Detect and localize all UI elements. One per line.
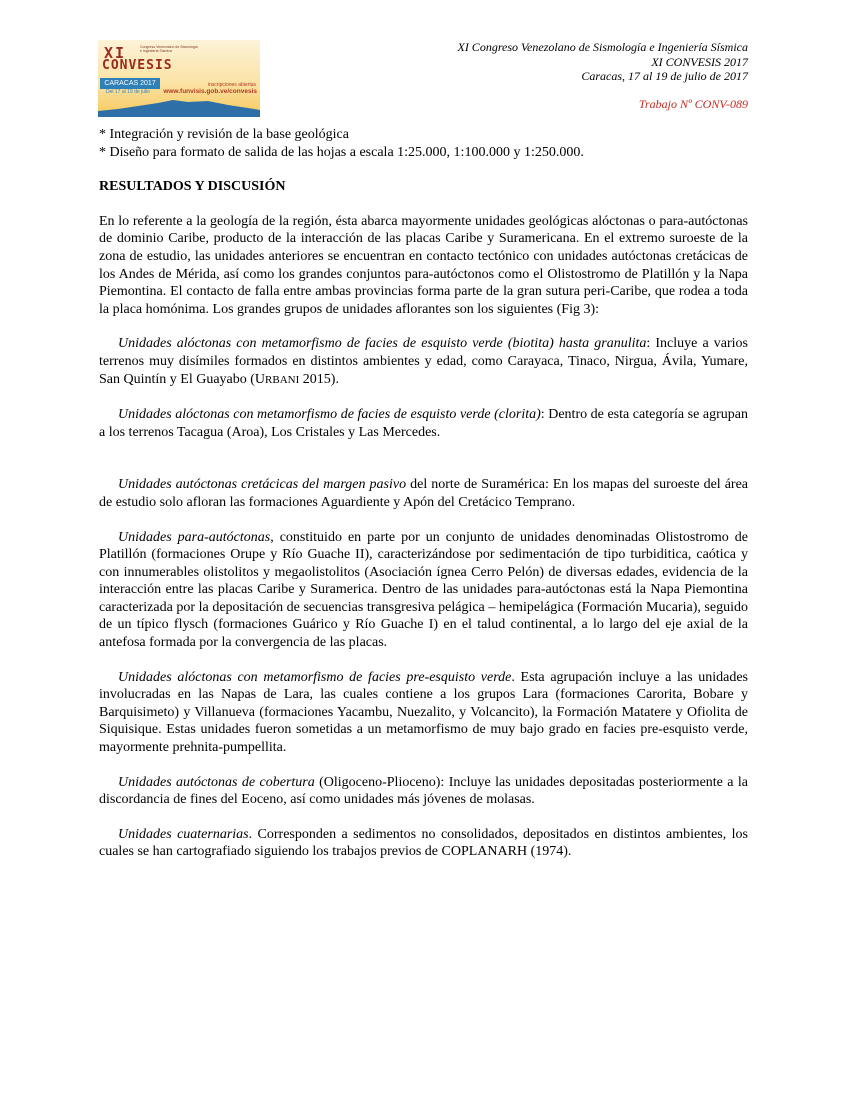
- bullet-output-format: * Diseño para formato de salida de las hojas a escala 1:25.000, 1:100.000 y 1:250.000.: [99, 144, 584, 160]
- bullet-geology-review: * Integración y revisión de la base geológica: [99, 127, 349, 142]
- section-heading: RESULTADOS Y DISCUSIÓN: [99, 179, 286, 195]
- logo-registration: inscripciones abiertas: [207, 82, 256, 88]
- paragraph-text: del norte de Suramérica: En los mapas del suroeste del área de estudio solo afloran las formaciones Aguardiente y Apón del Cretácico Temprano.: [99, 477, 748, 510]
- paragraph-text: . Esta agrupación incluye a las unidades involucradas en las Napas de Lara, las cuales contiene a los grupos Lara (formaciones Carorita, Bobare y Barquisimeto) y Villanueva (formaciones Yacambu, Nuezalito, y Volcancito), la Formación Matatere y Ofiolita de Siquisique. Estas unidades fueron sometidas a un metamorfismo de muy bajo grado en facies pre-esquisto verde, mayormente prehnita-pumpellita.: [99, 669, 748, 756]
- paragraph-pre-esquisto-verde: [99, 669, 748, 757]
- convesis-logo: [98, 40, 260, 117]
- paragraph-title: Unidades alóctonas con metamorfismo de facies de esquisto verde (clorita): [118, 407, 541, 423]
- paragraph-para-autoctonas: [99, 529, 748, 652]
- logo-badge: CARACAS 2017: [100, 78, 160, 89]
- paragraph-title: Unidades autóctonas de cobertura: [118, 774, 315, 790]
- paragraph-aloctonas-clorita: [99, 406, 748, 441]
- citation-year: 2015).: [299, 371, 339, 387]
- paragraph-cuaternarias: [99, 826, 748, 861]
- paragraph-text: . Corresponden a sedimentos no consolidados, depositados en distintos ambientes, los cuales se han cartografiado siguiendo los trabajos previos de COPLANARH (1974).: [99, 826, 749, 860]
- logo-url: www.funvisis.gob.ve/convesis: [163, 88, 257, 95]
- logo-dates: Del 17 al 19 de julio: [106, 89, 150, 95]
- header-conference-name: XI Congreso Venezolano de Sismología e Ingeniería Sísmica: [457, 40, 748, 54]
- citation-author-initial: U: [254, 371, 266, 387]
- header-edition: XI CONVESIS 2017: [651, 55, 748, 69]
- paragraph-title: Unidades alóctonas con metamorfismo de facies de esquisto verde (biotita) hasta granulita: [118, 336, 647, 352]
- citation-author-smallcaps: RBANI: [265, 373, 300, 386]
- header-location-dates: Caracas, 17 al 19 de julio de 2017: [581, 69, 748, 83]
- intro-paragraph: En lo referente a la geología de la región, ésta abarca mayormente unidades geológicas alóctonas o para-autóctonas de dominio Caribe, producto de la interacción de las placas Caribe y Suramericana. En el extremo suroeste de la zona de estudio, las unidades anteriores se encuentran en contacto tectónico con unidades autóctonas cretácicas de los Andes de Mérida, así como los grandes conjuntos para-autóctonos como el Olistostromo de Platillón y la Napa Piemontina. El contacto de falla entre ambas provincias forma parte de la gran sutura peri-Caribe, que rodea a toda la placa homónima. Los grandes grupos de unidades aflorantes son los siguientes (Fig 3):: [99, 213, 748, 317]
- paragraph-text: , constituido en parte por un conjunto de unidades denominadas Olistostromo de Platillón (formaciones Orupe y Río Guache II), caracterizándose por sedimentación de tipo turbiditica, caótica y con innumerables olistolitos y megaolistolitos (Asociación ígnea Cerro Pelón) de diversas edades, evidencia de la interacción entre las placas Caribe y Suramerica. Dentro de las unidades para-autóctonas está la Napa Piemontina caracterizada por la depositación de secuencias transgresiva pelágica – hemipelágica (Formación Mucaria), seguido de un típico flysch (formaciones Guárico y Río Guache I) en el talud continental, a lo largo del eje axial de la antefosa formada por la convergencia de las placas.: [99, 529, 748, 651]
- paragraph-title: Unidades para-autóctonas: [118, 529, 271, 545]
- paragraph-text: : Incluye a varios terrenos muy disímiles formados en distintos ambientes y edad, como Carayaca, Tinaco, Nirgua, Ávila, Yumare, San Quintín y El Guayabo (: [99, 336, 749, 387]
- paragraph-text: : Dentro de esta categoría se agrupan a los terrenos Tacagua (Aroa), Los Cristales y Las Mercedes.: [99, 407, 748, 440]
- paragraph-title: Unidades autóctonas cretácicas del margen pasivo: [118, 477, 407, 493]
- paragraph-text: (Oligoceno-Plioceno): Incluye las unidades depositadas posteriormente a la discordancia de fines del Eoceno, así como unidades más jóvenes de molasas.: [99, 774, 749, 808]
- paragraph-autoctonas-cobertura: [99, 774, 748, 809]
- paragraph-autoctonas-cretacicas: [99, 476, 748, 511]
- paragraph-title: Unidades alóctonas con metamorfismo de facies pre-esquisto verde: [118, 669, 512, 685]
- mountain-silhouette-icon: [98, 97, 260, 117]
- document-body: [99, 126, 748, 861]
- paragraph-title: Unidades cuaternarias: [118, 826, 249, 842]
- logo-line2: CONVESIS: [102, 58, 173, 73]
- logo-line1: XI: [104, 44, 127, 62]
- paragraph-aloctonas-granulita: [99, 335, 748, 389]
- logo-tagline: Congreso Venezolano de Sismología e Ingeniería Sísmica: [140, 45, 198, 53]
- header-paper-number: Trabajo Nº CONV-089: [638, 97, 748, 111]
